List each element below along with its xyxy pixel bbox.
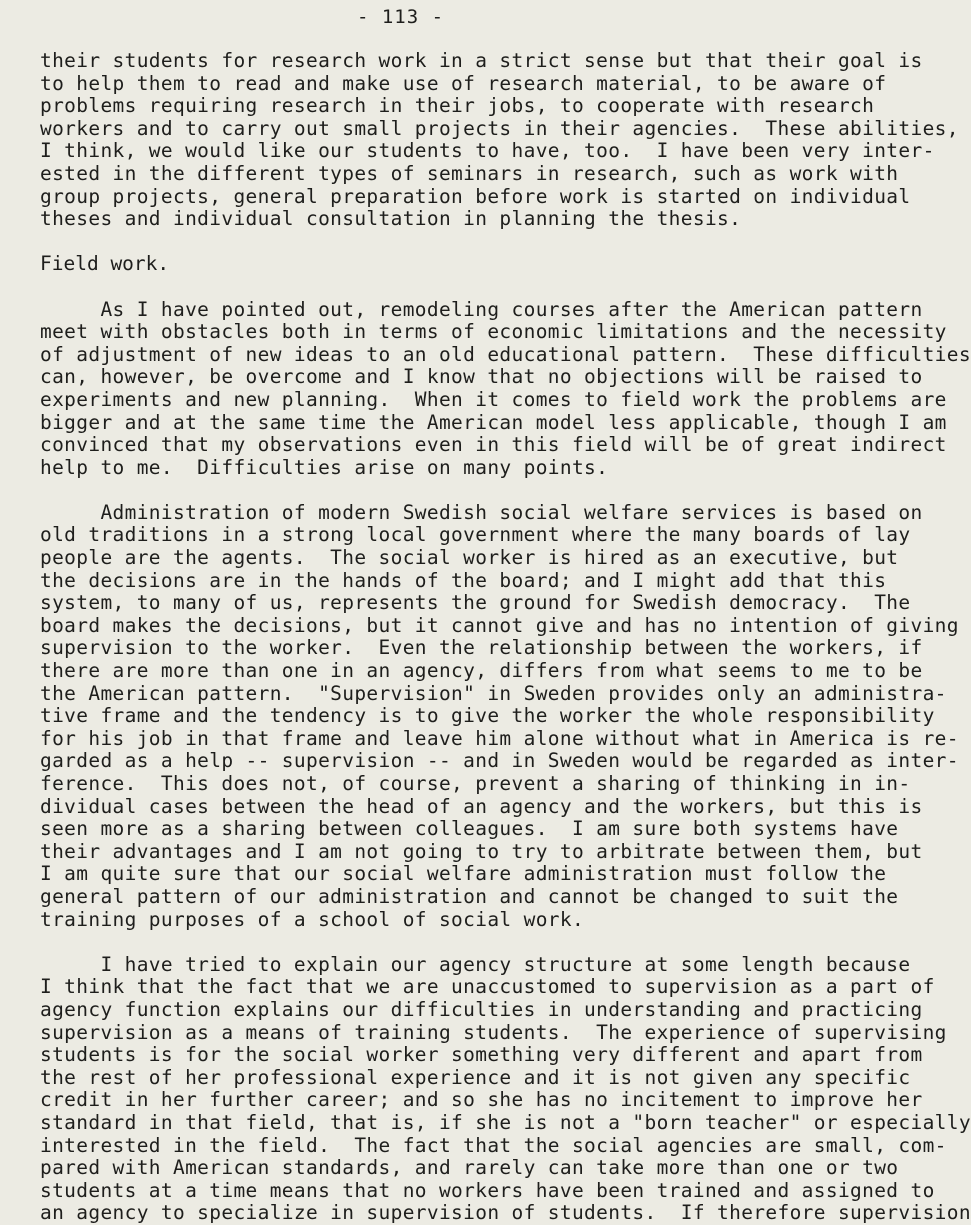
text-line: meet with obstacles both in terms of economic limitations and the necessity bbox=[40, 320, 947, 344]
paragraph-3 bbox=[40, 500, 959, 931]
text-line: tive frame and the tendency is to give the worker the whole responsibility bbox=[40, 704, 935, 728]
text-line: board makes the decisions, but it cannot give and has no intention of giving bbox=[40, 613, 959, 637]
text-line: the rest of her professional experience and it is not given any specific bbox=[40, 1065, 911, 1089]
text-line: theses and individual consultation in planning the thesis. bbox=[40, 207, 742, 231]
page-number: - 113 - bbox=[356, 6, 445, 28]
paragraph-gap bbox=[40, 479, 780, 502]
text-line: the decisions are in the hands of the board; and I might add that this bbox=[40, 568, 887, 592]
text-line: workers and to carry out small projects in their agencies. These abilities, bbox=[40, 116, 959, 140]
paragraph-4 bbox=[40, 952, 971, 1225]
text-line: As I have pointed out, remodeling courses after the American pattern bbox=[40, 297, 923, 321]
text-line: an agency to specialize in supervision of students. If therefore supervision bbox=[40, 1201, 971, 1225]
text-line: students is for the social worker something very different and apart from bbox=[40, 1043, 923, 1067]
paragraph-gap bbox=[40, 231, 780, 254]
text-line: help to me. Difficulties arise on many points. bbox=[40, 455, 609, 479]
text-line: for his job in that frame and leave him alone without what in America is re- bbox=[40, 726, 959, 750]
text-line: general pattern of our administration and cannot be changed to suit the bbox=[40, 884, 899, 908]
paragraph-2 bbox=[40, 297, 971, 480]
text-line: can, however, be overcome and I know that no objections will be raised to bbox=[40, 365, 923, 389]
text-line: garded as a help -- supervision -- and in Sweden would be regarded as inter- bbox=[40, 749, 959, 773]
text-line: I am quite sure that our social welfare administration must follow the bbox=[40, 862, 887, 886]
text-line: supervision to the worker. Even the relationship between the workers, if bbox=[40, 636, 923, 660]
section-heading: Field work. bbox=[40, 252, 170, 276]
text-line: experiments and new planning. When it comes to field work the problems are bbox=[40, 387, 947, 411]
text-line: to help them to read and make use of research material, to be aware of bbox=[40, 71, 887, 95]
text-line: the American pattern. "Supervision" in Sweden provides only an administra- bbox=[40, 681, 947, 705]
text-line: of adjustment of new ideas to an old educational pattern. These difficulties bbox=[40, 342, 971, 366]
text-line: standard in that field, that is, if she is not a "born teacher" or especially bbox=[40, 1110, 971, 1134]
text-line: problems requiring research in their jobs, to cooperate with research bbox=[40, 94, 875, 118]
text-line: dividual cases between the head of an agency and the workers, but this is bbox=[40, 794, 923, 818]
text-line: system, to many of us, represents the ground for Swedish democracy. The bbox=[40, 591, 911, 615]
paragraph-1 bbox=[40, 49, 959, 231]
paragraph-gap bbox=[40, 276, 780, 299]
text-line: I have tried to explain our agency structure at some length because bbox=[40, 952, 911, 976]
text-line: seen more as a sharing between colleagues. I am sure both systems have bbox=[40, 817, 899, 841]
body-text bbox=[40, 49, 971, 1225]
paragraph-gap bbox=[40, 931, 780, 954]
text-line: ested in the different types of seminars in research, such as work with bbox=[40, 161, 899, 185]
text-line: group projects, general preparation before work is started on individual bbox=[40, 184, 911, 208]
text-line: credit in her further career; and so she has no incitement to improve her bbox=[40, 1088, 923, 1112]
text-line: there are more than one in an agency, differs from what seems to me to be bbox=[40, 659, 923, 683]
text-line: people are the agents. The social worker is hired as an executive, but bbox=[40, 546, 899, 570]
text-line: pared with American standards, and rarely can take more than one or two bbox=[40, 1156, 899, 1180]
text-line: I think that the fact that we are unaccustomed to supervision as a part of bbox=[40, 975, 935, 999]
text-line: training purposes of a school of social work. bbox=[40, 907, 585, 931]
text-line: supervision as a means of training students. The experience of supervising bbox=[40, 1020, 947, 1044]
text-line: students at a time means that no workers have been trained and assigned to bbox=[40, 1178, 935, 1202]
text-line: agency function explains our difficulties in understanding and practicing bbox=[40, 997, 923, 1021]
text-line: Administration of modern Swedish social welfare services is based on bbox=[40, 500, 923, 524]
text-line: convinced that my observations even in this field will be of great indirect bbox=[40, 433, 947, 457]
text-line: interested in the field. The fact that the social agencies are small, com- bbox=[40, 1133, 947, 1157]
text-line: I think, we would like our students to have, too. I have been very inter- bbox=[40, 139, 935, 163]
text-line: bigger and at the same time the American model less applicable, though I am bbox=[40, 410, 947, 434]
text-line: their advantages and I am not going to try to arbitrate between them, but bbox=[40, 839, 923, 863]
text-line: old traditions in a strong local government where the many boards of lay bbox=[40, 523, 911, 547]
text-line: ference. This does not, of course, prevent a sharing of thinking in in- bbox=[40, 772, 911, 795]
text-line: their students for research work in a strict sense but that their goal is bbox=[40, 49, 923, 72]
